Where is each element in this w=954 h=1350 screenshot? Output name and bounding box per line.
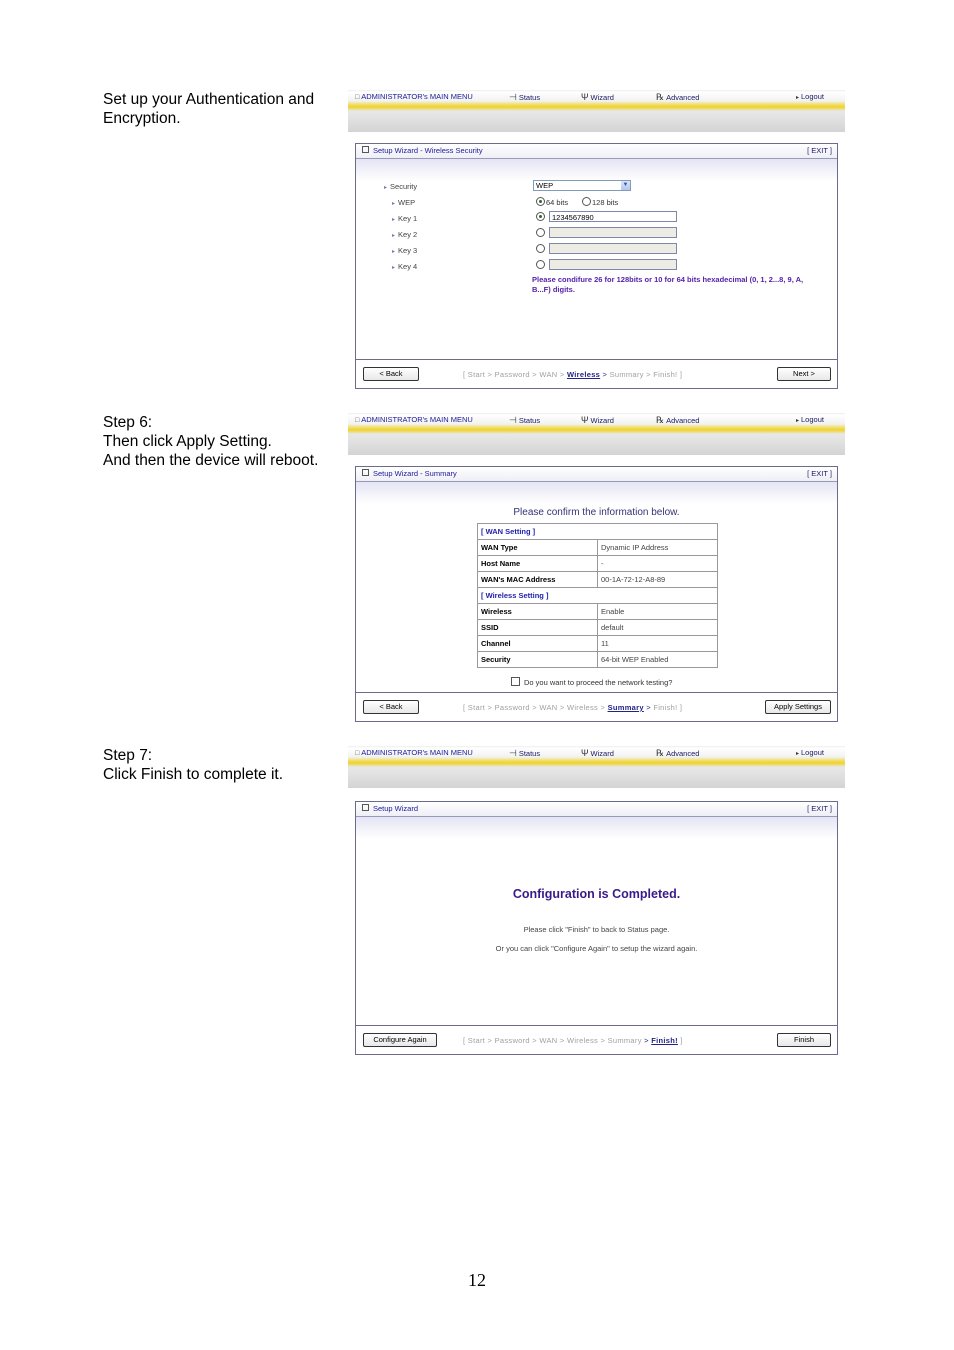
table-row (478, 604, 718, 620)
key4-label (392, 262, 417, 271)
crumb-password: Password (494, 703, 530, 712)
panel-footer (356, 1025, 837, 1054)
key4-label-text: Key 4 (398, 262, 418, 271)
key2-label (392, 230, 417, 239)
key2-label-text: Key 2 (398, 230, 418, 239)
instruction-line: Encryption. (103, 110, 181, 127)
square-icon (362, 804, 369, 811)
security-label-text: Security (390, 182, 418, 191)
crumb-wireless-current: Wireless (566, 370, 601, 379)
menu-main-label: ADMINISTRATOR's MAIN MENU (361, 748, 473, 757)
instruction-line: And then the device will reboot. (103, 452, 319, 469)
bullet-arrow-icon: ▸ (392, 265, 396, 271)
instruction-step7 (103, 746, 338, 784)
key3-radio[interactable] (536, 244, 545, 253)
panel-title (362, 469, 457, 478)
key2-input[interactable] (549, 227, 677, 238)
menu-wizard-label: Wizard (590, 93, 614, 102)
crumb-start: Start (467, 1036, 486, 1045)
panel-title (362, 804, 418, 813)
key3-input[interactable] (549, 243, 677, 254)
arrow-right-icon: ▸ (796, 95, 800, 101)
wep-label-text: WEP (398, 198, 416, 207)
square-icon: □ (355, 750, 360, 757)
crumb-open: [ (463, 1036, 466, 1045)
crumb-wireless: Wireless (566, 1036, 599, 1045)
row-value: Enable (598, 604, 718, 620)
square-icon (362, 469, 369, 476)
menu-advanced[interactable] (656, 748, 699, 759)
screenshot-wireless-security (348, 90, 845, 390)
exit-link[interactable]: [ EXIT ] (807, 146, 832, 155)
wizard-breadcrumb: [ Start > Password > WAN > Wireless > Summary > Finish! ] (463, 370, 683, 379)
screenshot-summary (348, 413, 845, 723)
menu-status[interactable] (509, 748, 540, 759)
wep-label (392, 198, 415, 207)
menu-main[interactable] (355, 92, 473, 101)
menu-wizard[interactable] (581, 92, 614, 102)
row-value: Dynamic IP Address (598, 540, 718, 556)
row-value: default (598, 620, 718, 636)
bullet-arrow-icon: ▸ (384, 185, 388, 191)
panel-header (356, 467, 837, 482)
row-key: WAN's MAC Address (478, 572, 598, 588)
arrow-right-icon: ▸ (796, 418, 800, 424)
panel-header (356, 802, 837, 817)
summary-table (477, 523, 718, 668)
crumb-close: ] (679, 703, 683, 712)
table-row (478, 652, 718, 668)
menu-wizard[interactable] (581, 748, 614, 758)
status-icon: ⊣ (509, 415, 517, 425)
crumb-start: Start (467, 370, 486, 379)
wizard-icon: Ψ (581, 415, 589, 425)
wizard-icon: Ψ (581, 92, 589, 102)
bullet-arrow-icon: ▸ (392, 217, 396, 223)
row-value: - (598, 556, 718, 572)
menu-main[interactable] (355, 748, 473, 757)
menu-wizard[interactable] (581, 415, 614, 425)
panel-band (356, 159, 837, 181)
screenshot-finish (348, 746, 845, 1056)
menu-logout[interactable] (796, 92, 824, 101)
chevron-down-icon: ▼ (622, 182, 629, 188)
menu-status-label: Status (518, 416, 541, 425)
wizard-breadcrumb: [ Start > Password > WAN > Wireless > Summary > Finish! ] (463, 1036, 683, 1045)
row-key: Security (478, 652, 598, 668)
advanced-icon: ℞ (656, 92, 665, 102)
row-key: Host Name (478, 556, 598, 572)
crumb-password: Password (494, 1036, 530, 1045)
menu-logout[interactable] (796, 415, 824, 424)
table-row (478, 620, 718, 636)
row-key: WAN Type (478, 540, 598, 556)
menu-main[interactable] (355, 415, 473, 424)
crumb-summary: Summary (607, 1036, 642, 1045)
menu-main-label: ADMINISTRATOR's MAIN MENU (361, 415, 473, 424)
table-row (478, 636, 718, 652)
menu-logout[interactable] (796, 748, 824, 757)
panel-band (356, 817, 837, 839)
crumb-finish-current: Finish! (651, 1036, 678, 1045)
status-icon: ⊣ (509, 748, 517, 758)
menu-advanced-label: Advanced (666, 93, 700, 102)
panel-footer (356, 359, 837, 388)
menu-status-label: Status (518, 93, 541, 102)
wizard-panel (355, 466, 838, 722)
arrow-right-icon: ▸ (796, 751, 800, 757)
completed-heading: Configuration is Completed. (512, 887, 681, 901)
row-key: Wireless (478, 604, 598, 620)
square-icon (362, 146, 369, 153)
security-select[interactable] (533, 180, 631, 191)
menu-main-label: ADMINISTRATOR's MAIN MENU (361, 92, 473, 101)
wizard-panel (355, 801, 838, 1055)
instruction-wireless-security (103, 90, 338, 128)
configure-again-button[interactable]: Configure Again (363, 1033, 437, 1047)
wan-setting-header: [ WAN Setting ] (478, 524, 718, 540)
key2-radio[interactable] (536, 228, 545, 237)
hex-digits-note: Please condifure 26 for 128bits or 10 for 64 bits hexadecimal (0, 1, 2...8, 9, A, B...F) digits. (532, 275, 804, 294)
finish-instruction: Please click "Finish" to back to Status page. (523, 925, 670, 934)
crumb-wan: WAN (539, 703, 558, 712)
status-icon: ⊣ (509, 92, 517, 102)
network-test-checkbox[interactable] (511, 677, 520, 686)
crumb-summary: Summary (609, 370, 644, 379)
advanced-icon: ℞ (656, 415, 665, 425)
panel-footer (356, 692, 837, 721)
bullet-arrow-icon: ▸ (392, 233, 396, 239)
square-icon: □ (355, 94, 360, 101)
instruction-line: Set up your Authentication and (103, 91, 315, 108)
menu-status[interactable] (509, 92, 540, 103)
wep-128-radio[interactable] (582, 197, 591, 206)
key1-label (392, 214, 417, 223)
wireless-setting-header: [ Wireless Setting ] (478, 588, 718, 604)
row-value: 64-bit WEP Enabled (598, 652, 718, 668)
row-key: Channel (478, 636, 598, 652)
bullet-arrow-icon: ▸ (392, 201, 396, 207)
menu-advanced[interactable] (656, 415, 699, 426)
key3-label (392, 246, 417, 255)
instruction-line: Then click Apply Setting. (103, 433, 272, 450)
panel-title-text: Setup Wizard (373, 804, 419, 813)
advanced-icon: ℞ (656, 748, 665, 758)
row-key: SSID (478, 620, 598, 636)
wep-64-label: 64 bits (546, 198, 569, 207)
crumb-open: [ (463, 370, 466, 379)
instruction-line: Click Finish to complete it. (103, 766, 284, 783)
menu-logout-label: Logout (801, 92, 824, 101)
exit-link[interactable]: [ EXIT ] (807, 804, 832, 813)
instruction-step6 (103, 413, 338, 470)
wep-128-label: 128 bits (592, 198, 619, 207)
back-button[interactable]: < Back (363, 700, 419, 714)
key3-label-text: Key 3 (398, 246, 418, 255)
menu-logout-label: Logout (801, 748, 824, 757)
table-row (478, 540, 718, 556)
key4-radio[interactable] (536, 260, 545, 269)
wizard-breadcrumb: [ Start > Password > WAN > Wireless > Summary > Finish! ] (463, 703, 683, 712)
row-value: 00-1A-72-12-A8-89 (598, 572, 718, 588)
crumb-open: [ (463, 703, 466, 712)
crumb-wan: WAN (539, 1036, 558, 1045)
crumb-wan: WAN (539, 370, 558, 379)
menu-advanced[interactable] (656, 92, 699, 103)
menubar (348, 746, 845, 788)
crumb-wireless: Wireless (566, 703, 599, 712)
row-value: 11 (598, 636, 718, 652)
crumb-password: Password (494, 370, 530, 379)
security-select-value: WEP (536, 181, 554, 190)
table-row (478, 572, 718, 588)
page-number: 12 (468, 1270, 486, 1290)
menu-advanced-label: Advanced (666, 416, 700, 425)
apply-settings-button[interactable]: Apply Settings (765, 700, 831, 714)
crumb-finish: Finish! (653, 703, 678, 712)
back-button[interactable]: < Back (363, 367, 419, 381)
square-icon: □ (355, 417, 360, 424)
panel-header (356, 144, 837, 159)
menubar (348, 413, 845, 455)
menu-wizard-label: Wizard (590, 416, 614, 425)
crumb-close: ] (679, 370, 683, 379)
wizard-panel (355, 143, 838, 389)
configure-again-instruction: Or you can click "Configure Again" to setup the wizard again. (495, 944, 698, 953)
menu-logout-label: Logout (801, 415, 824, 424)
confirm-heading: Please confirm the information below. (513, 507, 680, 518)
finish-button[interactable]: Finish (777, 1033, 831, 1047)
crumb-finish: Finish! (653, 370, 678, 379)
wizard-icon: Ψ (581, 748, 589, 758)
table-row (478, 556, 718, 572)
crumb-start: Start (467, 703, 486, 712)
menu-wizard-label: Wizard (590, 749, 614, 758)
key4-input[interactable] (549, 259, 677, 270)
next-button[interactable]: Next > (777, 367, 831, 381)
key1-radio[interactable] (536, 212, 545, 221)
bullet-arrow-icon: ▸ (392, 249, 396, 255)
menubar (348, 90, 845, 132)
panel-title-text: Setup Wizard - Summary (373, 469, 457, 478)
exit-link[interactable]: [ EXIT ] (807, 469, 832, 478)
panel-title (362, 146, 483, 155)
instruction-line: Step 6: (103, 414, 153, 431)
menu-advanced-label: Advanced (666, 749, 700, 758)
menu-status[interactable] (509, 415, 540, 426)
key1-label-text: Key 1 (398, 214, 418, 223)
crumb-summary-current: Summary (607, 703, 644, 712)
key1-input[interactable]: 1234567890 (549, 211, 677, 222)
wep-64-radio[interactable] (536, 197, 545, 206)
menu-status-label: Status (518, 749, 541, 758)
instruction-line: Step 7: (103, 747, 153, 764)
panel-title-text: Setup Wizard - Wireless Security (373, 146, 483, 155)
network-test-label: Do you want to proceed the network testing? (524, 678, 673, 687)
crumb-close: ] (680, 1036, 683, 1045)
security-label (384, 182, 417, 191)
panel-band (356, 482, 837, 504)
